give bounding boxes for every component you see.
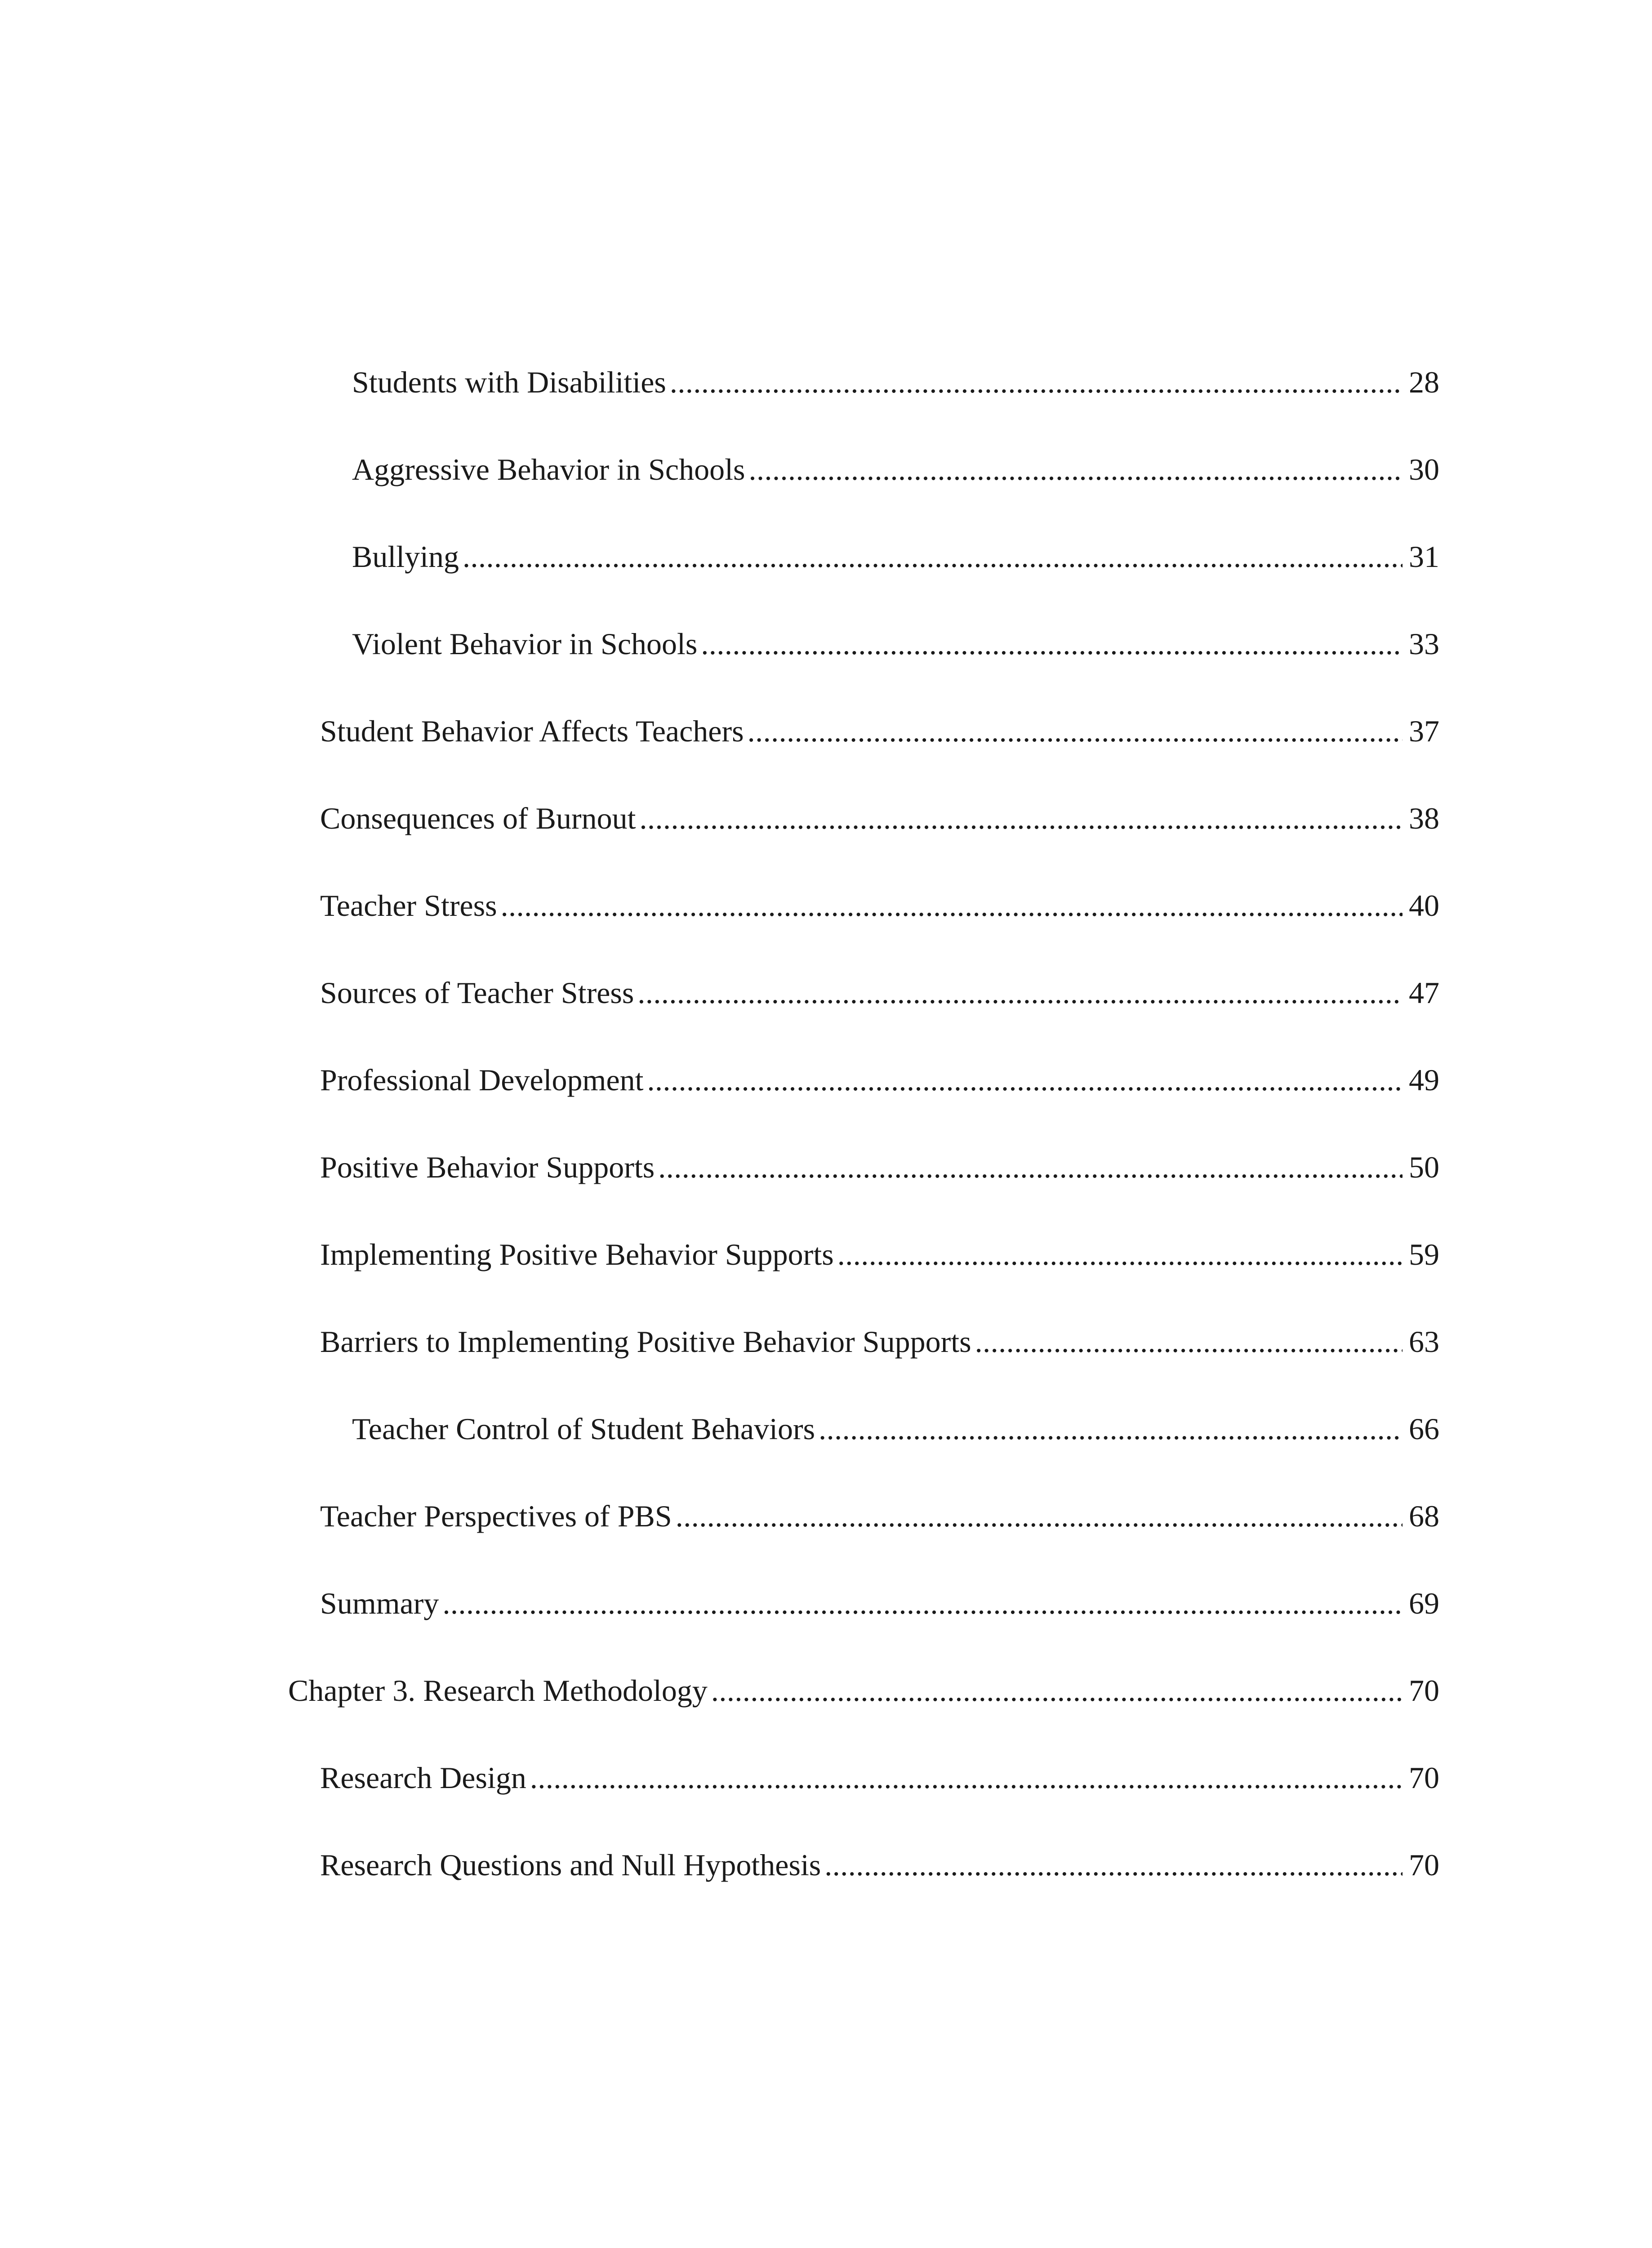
dot-leader	[748, 447, 1403, 492]
toc-entry-page-number: 37	[1409, 714, 1439, 748]
toc-entry-barriers-to-implementing-pbs[interactable]	[320, 1319, 1439, 1364]
dot-leader	[530, 1755, 1403, 1800]
toc-entry-page-number: 68	[1409, 1499, 1439, 1533]
dot-leader	[637, 970, 1403, 1015]
toc-entry-page-number: 28	[1409, 365, 1439, 399]
toc-entry-title: Positive Behavior Supports	[320, 1150, 655, 1184]
dot-leader	[975, 1319, 1403, 1364]
toc-entry-page-number: 31	[1409, 540, 1439, 574]
toc-entry-professional-development[interactable]	[320, 1057, 1439, 1102]
toc-entry-research-questions[interactable]	[320, 1842, 1439, 1887]
toc-entry-violent-behavior[interactable]	[352, 621, 1439, 666]
toc-entry-student-behavior-affects-teachers[interactable]	[320, 709, 1439, 754]
toc-entry-bullying[interactable]	[352, 534, 1439, 579]
toc-entry-teacher-stress[interactable]	[320, 883, 1439, 928]
toc-entry-sources-of-teacher-stress[interactable]	[320, 970, 1439, 1015]
toc-entry-title: Consequences of Burnout	[320, 801, 636, 835]
toc-entry-title: Sources of Teacher Stress	[320, 976, 634, 1010]
toc-entry-page-number: 33	[1409, 627, 1439, 661]
toc-entry-teacher-control-of-student-behaviors[interactable]	[352, 1406, 1439, 1451]
toc-entry-title: Research Design	[320, 1761, 526, 1795]
toc-entry-aggressive-behavior[interactable]	[352, 447, 1439, 492]
toc-entry-title: Violent Behavior in Schools	[352, 627, 698, 661]
toc-entry-consequences-of-burnout[interactable]	[320, 796, 1439, 841]
toc-entry-page-number: 30	[1409, 452, 1439, 486]
toc-entry-page-number: 69	[1409, 1586, 1439, 1620]
toc-entry-positive-behavior-supports[interactable]	[320, 1145, 1439, 1190]
toc-entry-students-with-disabilities[interactable]	[352, 360, 1439, 405]
toc-entry-title: Implementing Positive Behavior Supports	[320, 1237, 834, 1271]
toc-entry-page-number: 70	[1409, 1673, 1439, 1708]
dot-leader	[640, 796, 1403, 841]
toc-entry-page-number: 70	[1409, 1761, 1439, 1795]
dot-leader	[670, 360, 1403, 405]
dot-leader	[701, 621, 1403, 666]
toc-entry-summary[interactable]	[320, 1581, 1439, 1626]
toc-entry-page-number: 50	[1409, 1150, 1439, 1184]
toc-entry-title: Summary	[320, 1586, 439, 1620]
toc-entry-page-number: 59	[1409, 1237, 1439, 1271]
toc-entry-page-number: 70	[1409, 1848, 1439, 1882]
dot-leader	[501, 883, 1403, 928]
toc-entry-teacher-perspectives-of-pbs[interactable]	[320, 1494, 1439, 1539]
toc-entry-title: Students with Disabilities	[352, 365, 666, 399]
toc-entry-title: Chapter 3. Research Methodology	[288, 1673, 708, 1708]
toc-entry-title: Teacher Stress	[320, 888, 497, 923]
toc-entry-research-design[interactable]	[320, 1755, 1439, 1800]
toc-entry-title: Bullying	[352, 540, 459, 574]
toc-entry-chapter-3[interactable]	[288, 1668, 1439, 1713]
toc-entry-page-number: 66	[1409, 1412, 1439, 1446]
toc-entry-title: Teacher Control of Student Behaviors	[352, 1412, 815, 1446]
dot-leader	[442, 1581, 1403, 1626]
dot-leader	[658, 1145, 1403, 1190]
toc-entry-page-number: 38	[1409, 801, 1439, 835]
toc-entry-title: Student Behavior Affects Teachers	[320, 714, 744, 748]
toc-entry-page-number: 49	[1409, 1063, 1439, 1097]
toc-entry-title: Aggressive Behavior in Schools	[352, 452, 745, 486]
toc-entry-title: Teacher Perspectives of PBS	[320, 1499, 672, 1533]
toc-entry-page-number: 63	[1409, 1325, 1439, 1359]
dot-leader	[647, 1057, 1403, 1102]
toc-entry-title: Barriers to Implementing Positive Behavior Supports	[320, 1325, 971, 1359]
toc-entry-implementing-pbs[interactable]	[320, 1232, 1439, 1277]
dot-leader	[819, 1406, 1403, 1451]
toc-entry-title: Research Questions and Null Hypothesis	[320, 1848, 821, 1882]
dot-leader	[711, 1668, 1403, 1713]
dot-leader	[676, 1494, 1403, 1539]
dot-leader	[824, 1842, 1403, 1887]
dot-leader	[837, 1232, 1403, 1277]
toc-entry-title: Professional Development	[320, 1063, 644, 1097]
toc-entry-page-number: 47	[1409, 976, 1439, 1010]
dot-leader	[748, 709, 1403, 754]
toc-entry-page-number: 40	[1409, 888, 1439, 923]
dot-leader	[463, 534, 1403, 579]
